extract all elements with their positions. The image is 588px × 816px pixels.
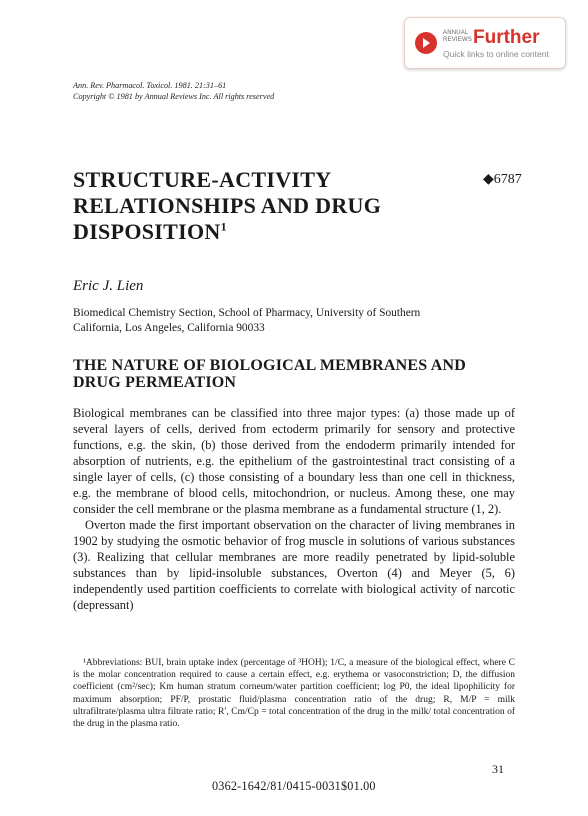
author-name: Eric J. Lien	[73, 278, 144, 294]
further-tagline: Quick links to online content	[443, 48, 549, 59]
article-code: ◆6787	[483, 172, 522, 187]
play-icon	[415, 32, 437, 54]
author-affiliation: Biomedical Chemistry Section, School of Pharmacy, University of Southern California, Los Angeles, California 90033	[73, 307, 421, 334]
further-badge-text	[443, 28, 549, 59]
article-title	[73, 167, 413, 245]
journal-header	[73, 81, 274, 102]
paragraph: Biological membranes can be classified into three major types: (a) those made up of several layers of cells, derived from ectoderm primarily for sensory and protective functions, e.g. the skin, (b) those derived from the endoderm primarily intended for absorption of nutrients, e.g. the epithelium of the gastrointestinal tract consisting of a single layer of cells, (c) those consisting of a boundary less than one cell in thickness, e.g. the membrane of blood cells, mitochondrion, or nucleus. Among these, one may consider the cell membrane or the plasma membrane as a fundamental structure (1, 2).	[73, 406, 515, 516]
section-heading: THE NATURE OF BIOLOGICAL MEMBRANES AND DRUG PERMEATION	[73, 357, 466, 391]
copyright-line: Copyright © 1981 by Annual Reviews Inc. All rights reserved	[73, 91, 275, 101]
paragraph: Overton made the first important observation on the character of living membranes in 1902 by studying the osmotic behavior of frog muscle in solutions of various substances (3). Realizing that cellular membranes are more readily penetrated by lipid-soluble substances than by lipid-insoluble substances, Overton (4) and Meyer (5, 6) independently used partition coefficients to correlate with biological activity of narcotic (depressant)	[73, 518, 515, 612]
title-footnote-mark: 1	[220, 219, 227, 234]
body-text	[73, 405, 515, 613]
publisher-label: ANNUAL REVIEWS	[443, 30, 473, 44]
page-number: 31	[492, 762, 504, 776]
article-title-text: STRUCTURE-ACTIVITY RELATIONSHIPS AND DRUG DISPOSITION	[73, 167, 382, 244]
issn-line: 0362-1642/81/0415-0031$01.00	[212, 779, 376, 793]
journal-citation: Ann. Rev. Pharmacol. Toxicol. 1981. 21:31–61	[73, 81, 227, 90]
annual-reviews-further-badge[interactable]	[404, 17, 566, 69]
further-brand: Further	[473, 26, 540, 48]
abbreviations-footnote: ¹Abbreviations: BUI, brain uptake index (percentage of ³HOH); 1/C, a measure of the biological effect, where C is the molar concentration required to cause a certain effect, e.g. erythema or vasoconstriction; D, the diffusion coefficient (cm²/sec); Km human stratum corneum/water partition coefficient; log P0, the ideal lipophilicity for maximum absorption; PF/P, prostatic fluid/plasma concentration ratio of the drug; R, M/P = milk ultrafiltrate/plasma ultra filtrate ratio; R′, Cm/Cp = total concentration of the drug in the milk/ total concentration of the drug in the plasma ratio.	[73, 658, 515, 730]
